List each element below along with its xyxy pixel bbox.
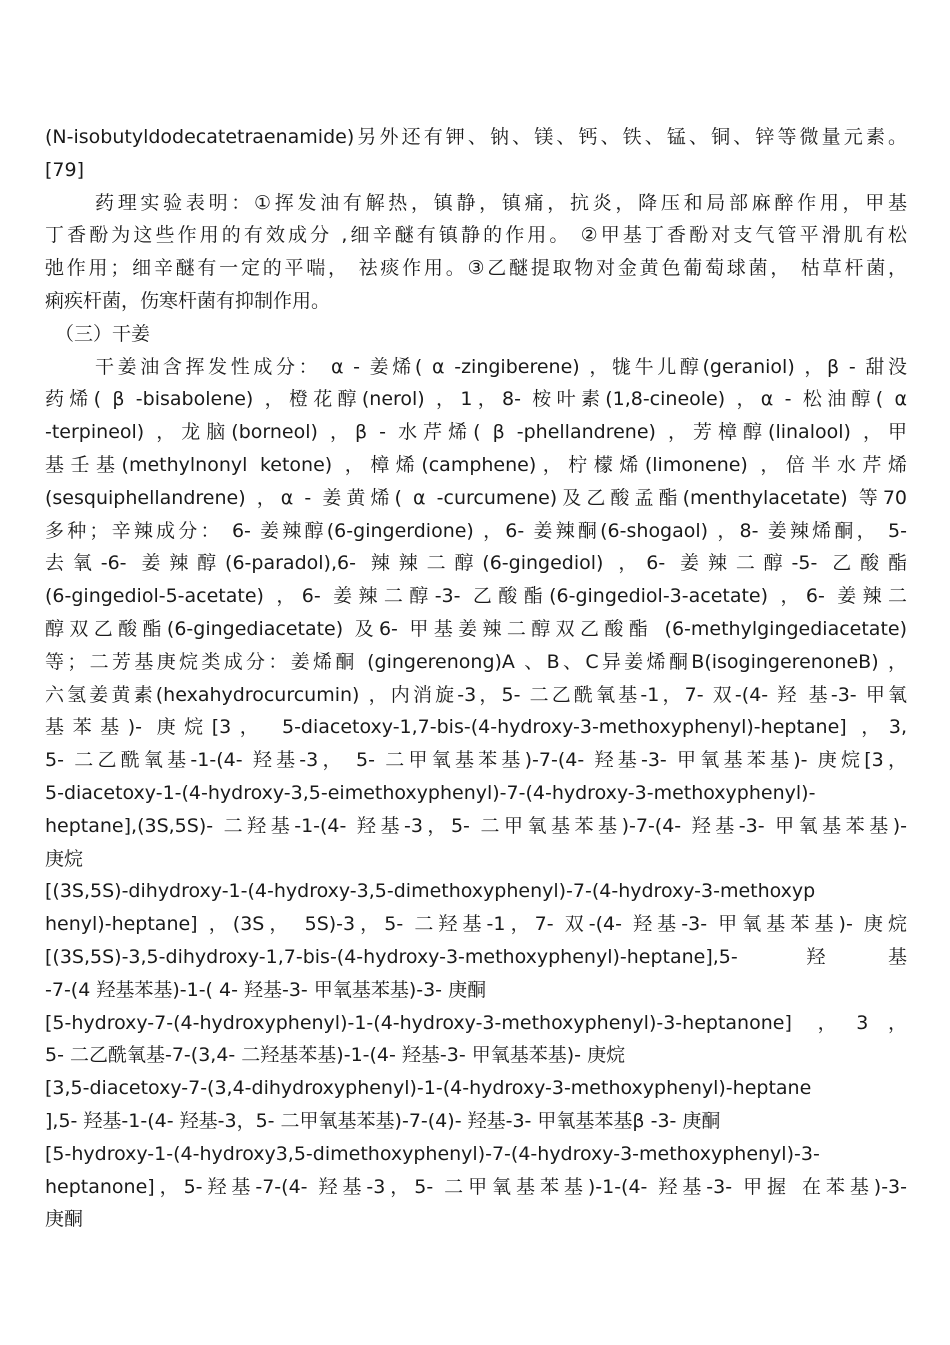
text-line: (sesquiphellandrene) ，α - 姜黄烯( α -curcumene)及乙酸孟酯(menthylacetate) 等70 [45, 486, 907, 509]
text-line: 庚酮 [45, 1208, 84, 1231]
text-line: (N-isobutyldodecatetraenamide)另外还有钾、钠、镁、钙、铁、锰、铜、锌等微量元素。 [45, 126, 907, 148]
text-line: 等；二芳基庚烷类成分：姜烯酮 (gingerenong)A 、B、C异姜烯酮B(isogingerenoneB) ， [45, 650, 907, 673]
text-line: 5- 二乙酰氧基-7-(3,4- 二羟基苯基)-1-(4- 羟基-3- 甲氧基苯基)- 庚烷 [45, 1044, 626, 1067]
text-line: 基苯基)- 庚烷[3， 5-diacetoxy-1,7-bis-(4-hydroxy-3-methoxyphenyl)-heptane] ，3, [45, 716, 907, 739]
text-line: -terpineol) ，龙脑(borneol) ，β - 水芹烯( β -phellandrene) ，芳樟醇(linalool) ，甲 [45, 421, 907, 444]
text-line: (6-gingediol-5-acetate) ，6- 姜辣二醇-3- 乙酸酯(6-gingediol-3-acetate) ，6- 姜辣二 [45, 585, 907, 608]
text-line: ],5- 羟基-1-(4- 羟基-3，5- 二甲氧基苯基)-7-(4)- 羟基-3- 甲氧基苯基β -3- 庚酮 [45, 1109, 721, 1132]
text-line: [79] [45, 158, 85, 181]
text-line: [5-hydroxy-1-(4-hydroxy3,5-dimethoxyphenyl)-7-(4-hydroxy-3-methoxyphenyl)-3- [45, 1142, 820, 1165]
text-line: [3,5-diacetoxy-7-(3,4-dihydroxyphenyl)-1-(4-hydroxy-3-methoxyphenyl)-heptane [45, 1077, 812, 1100]
text-line: 干姜油含挥发性成分： α - 姜烯( α -zingiberene) ，牻牛儿醇(geraniol) ，β - 甜没 [95, 355, 907, 378]
paragraph [45, 187, 907, 318]
paragraph [45, 351, 907, 1237]
text-line: [5-hydroxy-7-(4-hydroxyphenyl)-1-(4-hydroxy-3-methoxyphenyl)-3-heptanone] ，3， [45, 1011, 907, 1034]
text-line: 5-diacetoxy-1-(4-hydroxy-3,5-eimethoxyphenyl)-7-(4-hydroxy-3-methoxyphenyl)- [45, 781, 816, 804]
text-line: 痢疾杆菌，伤寒杆菌有抑制作用。 [45, 289, 331, 312]
text-line: 醇双乙酸酯(6-gingediacetate) 及6- 甲基姜辣二醇双乙酸酯 (6-methylgingediacetate) [45, 617, 907, 640]
paragraph [45, 121, 907, 187]
text-line: -7-(4 羟基苯基)-1-( 4- 羟基-3- 甲氧基苯基)-3- 庚酮 [45, 978, 487, 1001]
text-line: 药烯( β -bisabolene) ，橙花醇(nerol) ，1，8- 桉叶素(1,8-cineole) ，α - 松油醇( α [45, 388, 907, 411]
text-line: [(3S,5S)-dihydroxy-1-(4-hydroxy-3,5-dimethoxyphenyl)-7-(4-hydroxy-3-methoxyp [45, 880, 816, 903]
section-heading [45, 318, 907, 351]
text-line: 药理实验表明：①挥发油有解热，镇静，镇痛，抗炎，降压和局部麻醉作用，甲基 [95, 191, 907, 214]
text-line: 庚烷 [45, 847, 84, 870]
text-line: 六氢姜黄素(hexahydrocurcumin) ，内消旋-3，5- 二乙酰氧基-1，7- 双-(4- 羟 基-3- 甲氧 [45, 683, 907, 706]
text-line: 5- 二乙酰氧基-1-(4- 羟基-3， 5- 二甲氧基苯基)-7-(4- 羟基-3- 甲氧基苯基)- 庚烷[3， [45, 749, 907, 772]
text-line: （三）干姜 [55, 322, 151, 345]
document-page [45, 121, 907, 1236]
text-line: 基壬基(methylnonyl ketone) ，樟烯(camphene)，柠檬烯(limonene) ，倍半水芹烯 [45, 453, 907, 476]
text-line: heptane],(3S,5S)- 二羟基-1-(4- 羟基-3，5- 二甲氧基苯基)-7-(4- 羟基-3- 甲氧基苯基)- [45, 814, 907, 837]
text-line: [(3S,5S)-3,5-dihydroxy-1,7-bis-(4-hydroxy-3-methoxyphenyl)-heptane],5- 羟基 [45, 945, 907, 968]
text-line: 丁香酚为这些作用的有效成分 ,细辛醚有镇静的作用。 ②甲基丁香酚对支气管平滑肌有松 [45, 224, 907, 247]
text-line: 多种；辛辣成分： 6- 姜辣醇(6-gingerdione) ，6- 姜辣酮(6-shogaol) ，8- 姜辣烯酮， 5- [45, 519, 907, 542]
text-line: henyl)-heptane] ，(3S， 5S)-3，5- 二羟基-1，7- 双-(4- 羟基-3- 甲氧基苯基)- 庚烷 [45, 913, 907, 936]
text-line: 去氧-6- 姜辣醇(6-paradol),6- 辣辣二醇(6-gingediol) ，6- 姜辣二醇-5- 乙酸酯 [45, 552, 907, 575]
text-line: heptanone]，5-羟基-7-(4- 羟基-3，5- 二甲氧基苯基)-1-(4- 羟基-3- 甲握 在苯基)-3- [45, 1175, 907, 1198]
text-line: 弛作用；细辛醚有一定的平喘， 祛痰作用。③乙醚提取物对金黄色葡萄球菌， 枯草杆菌， [45, 257, 907, 280]
